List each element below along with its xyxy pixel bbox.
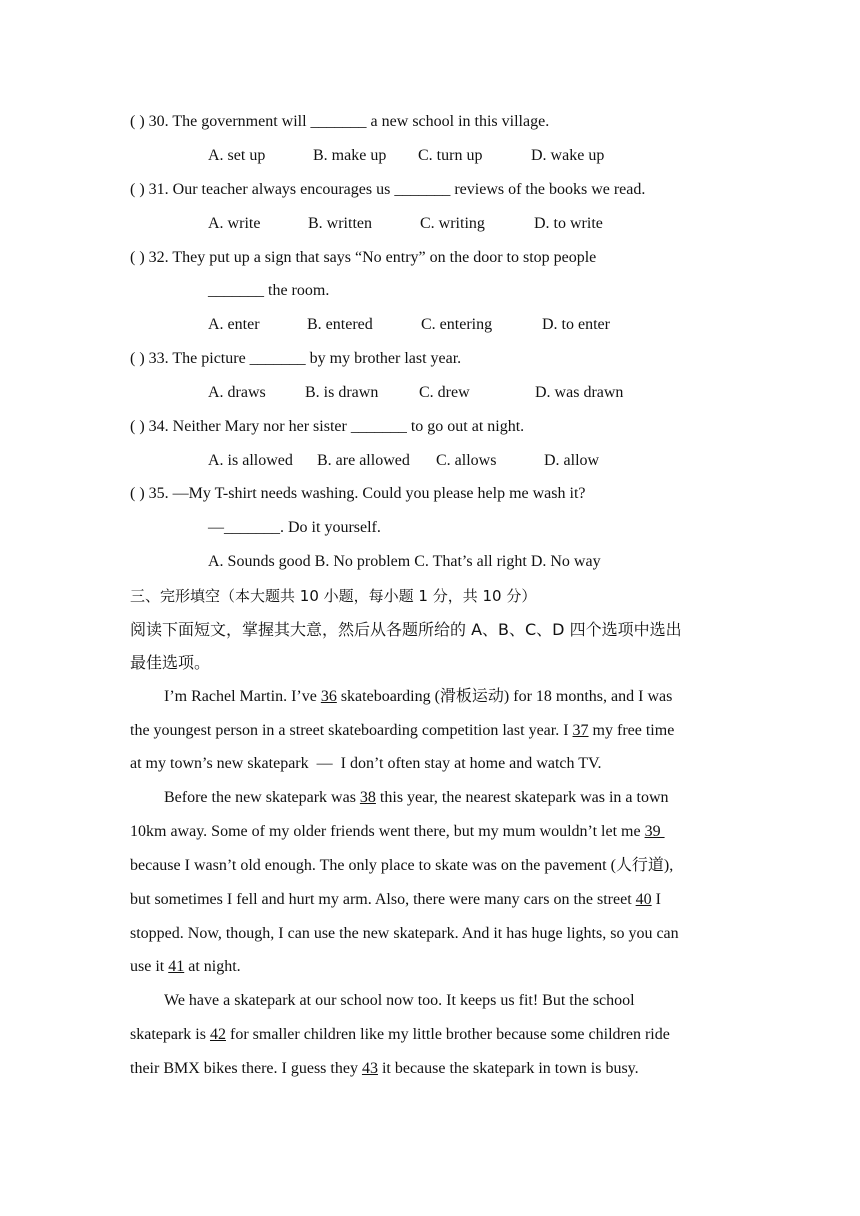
passage-line: I’m Rachel Martin. I’ve 36 skateboarding (滑板运动) for 18 months, and I was bbox=[164, 688, 673, 705]
question-31-option-b: B. written bbox=[308, 215, 372, 232]
section-instruction-line-2: 最佳选项。 bbox=[130, 653, 211, 672]
passage-line: but sometimes I fell and hurt my arm. Also, there were many cars on the street 40 I bbox=[130, 891, 661, 908]
blank-36: 36 bbox=[320, 688, 337, 705]
question-34-option-c: C. allows bbox=[436, 452, 497, 469]
blank-38: 38 bbox=[359, 789, 376, 806]
blank-40: 40 bbox=[635, 891, 652, 908]
passage-line: the youngest person in a street skateboarding competition last year. I 37 my free time bbox=[130, 722, 675, 739]
question-32-option-b: B. entered bbox=[307, 316, 373, 333]
passage-line: Before the new skatepark was 38 this year, the nearest skatepark was in a town bbox=[164, 789, 669, 806]
question-35-stem: ( ) 35. —My T-shirt needs washing. Could you please help me wash it? bbox=[130, 485, 586, 502]
passage-line: We have a skatepark at our school now too. It keeps us fit! But the school bbox=[164, 992, 635, 1009]
question-35-continuation: —_______. Do it yourself. bbox=[208, 519, 381, 536]
passage-line: their BMX bikes there. I guess they 43 it because the skatepark in town is busy. bbox=[130, 1060, 639, 1077]
question-35-options: A. Sounds good B. No problem C. That’s all right D. No way bbox=[208, 553, 601, 570]
question-33-option-c: C. drew bbox=[419, 384, 470, 401]
question-33-option-d: D. was drawn bbox=[535, 384, 624, 401]
question-33-option-a: A. draws bbox=[208, 384, 266, 401]
question-30-option-a: A. set up bbox=[208, 147, 266, 164]
passage-line: use it 41 at night. bbox=[130, 958, 241, 975]
passage-line: because I wasn’t old enough. The only place to skate was on the pavement (人行道), bbox=[130, 857, 674, 874]
question-32-continuation: _______ the room. bbox=[208, 282, 330, 299]
blank-37: 37 bbox=[572, 722, 589, 739]
section-instruction-line-1: 阅读下面短文，掌握其大意，然后从各题所给的 A、B、C、D 四个选项中选出 bbox=[130, 620, 682, 639]
question-31-option-c: C. writing bbox=[420, 215, 485, 232]
passage-line: stopped. Now, though, I can use the new skatepark. And it has huge lights, so you can bbox=[130, 925, 679, 942]
question-34-option-a: A. is allowed bbox=[208, 452, 293, 469]
section-heading: 三、完形填空（本大题共 10 小题，每小题 1 分，共 10 分） bbox=[130, 587, 537, 605]
question-30-stem: ( ) 30. The government will _______ a new school in this village. bbox=[130, 113, 550, 130]
question-31-stem: ( ) 31. Our teacher always encourages us _______ reviews of the books we read. bbox=[130, 181, 646, 198]
question-30-option-b: B. make up bbox=[313, 147, 387, 164]
question-33-option-b: B. is drawn bbox=[305, 384, 379, 401]
blank-39: 39 bbox=[644, 823, 665, 840]
question-34-option-b: B. are allowed bbox=[317, 452, 410, 469]
question-32-option-d: D. to enter bbox=[542, 316, 610, 333]
question-34-option-d: D. allow bbox=[544, 452, 600, 469]
blank-43: 43 bbox=[361, 1060, 378, 1077]
question-31-option-d: D. to write bbox=[534, 215, 603, 232]
passage-line: 10km away. Some of my older friends went there, but my mum wouldn’t let me 39 bbox=[130, 823, 665, 840]
blank-42: 42 bbox=[209, 1026, 226, 1043]
question-31-option-a: A. write bbox=[208, 215, 261, 232]
blank-41: 41 bbox=[168, 958, 185, 975]
question-30-option-d: D. wake up bbox=[531, 147, 605, 164]
passage-line: skatepark is 42 for smaller children like my little brother because some children ride bbox=[130, 1026, 670, 1043]
question-32-option-c: C. entering bbox=[421, 316, 493, 333]
question-34-stem: ( ) 34. Neither Mary nor her sister _______ to go out at night. bbox=[130, 418, 525, 435]
passage-line: at my town’s new skatepark — I don’t often stay at home and watch TV. bbox=[130, 755, 602, 772]
question-32-option-a: A. enter bbox=[208, 316, 260, 333]
question-33-stem: ( ) 33. The picture _______ by my brother last year. bbox=[130, 350, 462, 367]
question-32-stem: ( ) 32. They put up a sign that says “No entry” on the door to stop people bbox=[130, 249, 597, 266]
question-30-option-c: C. turn up bbox=[418, 147, 483, 164]
